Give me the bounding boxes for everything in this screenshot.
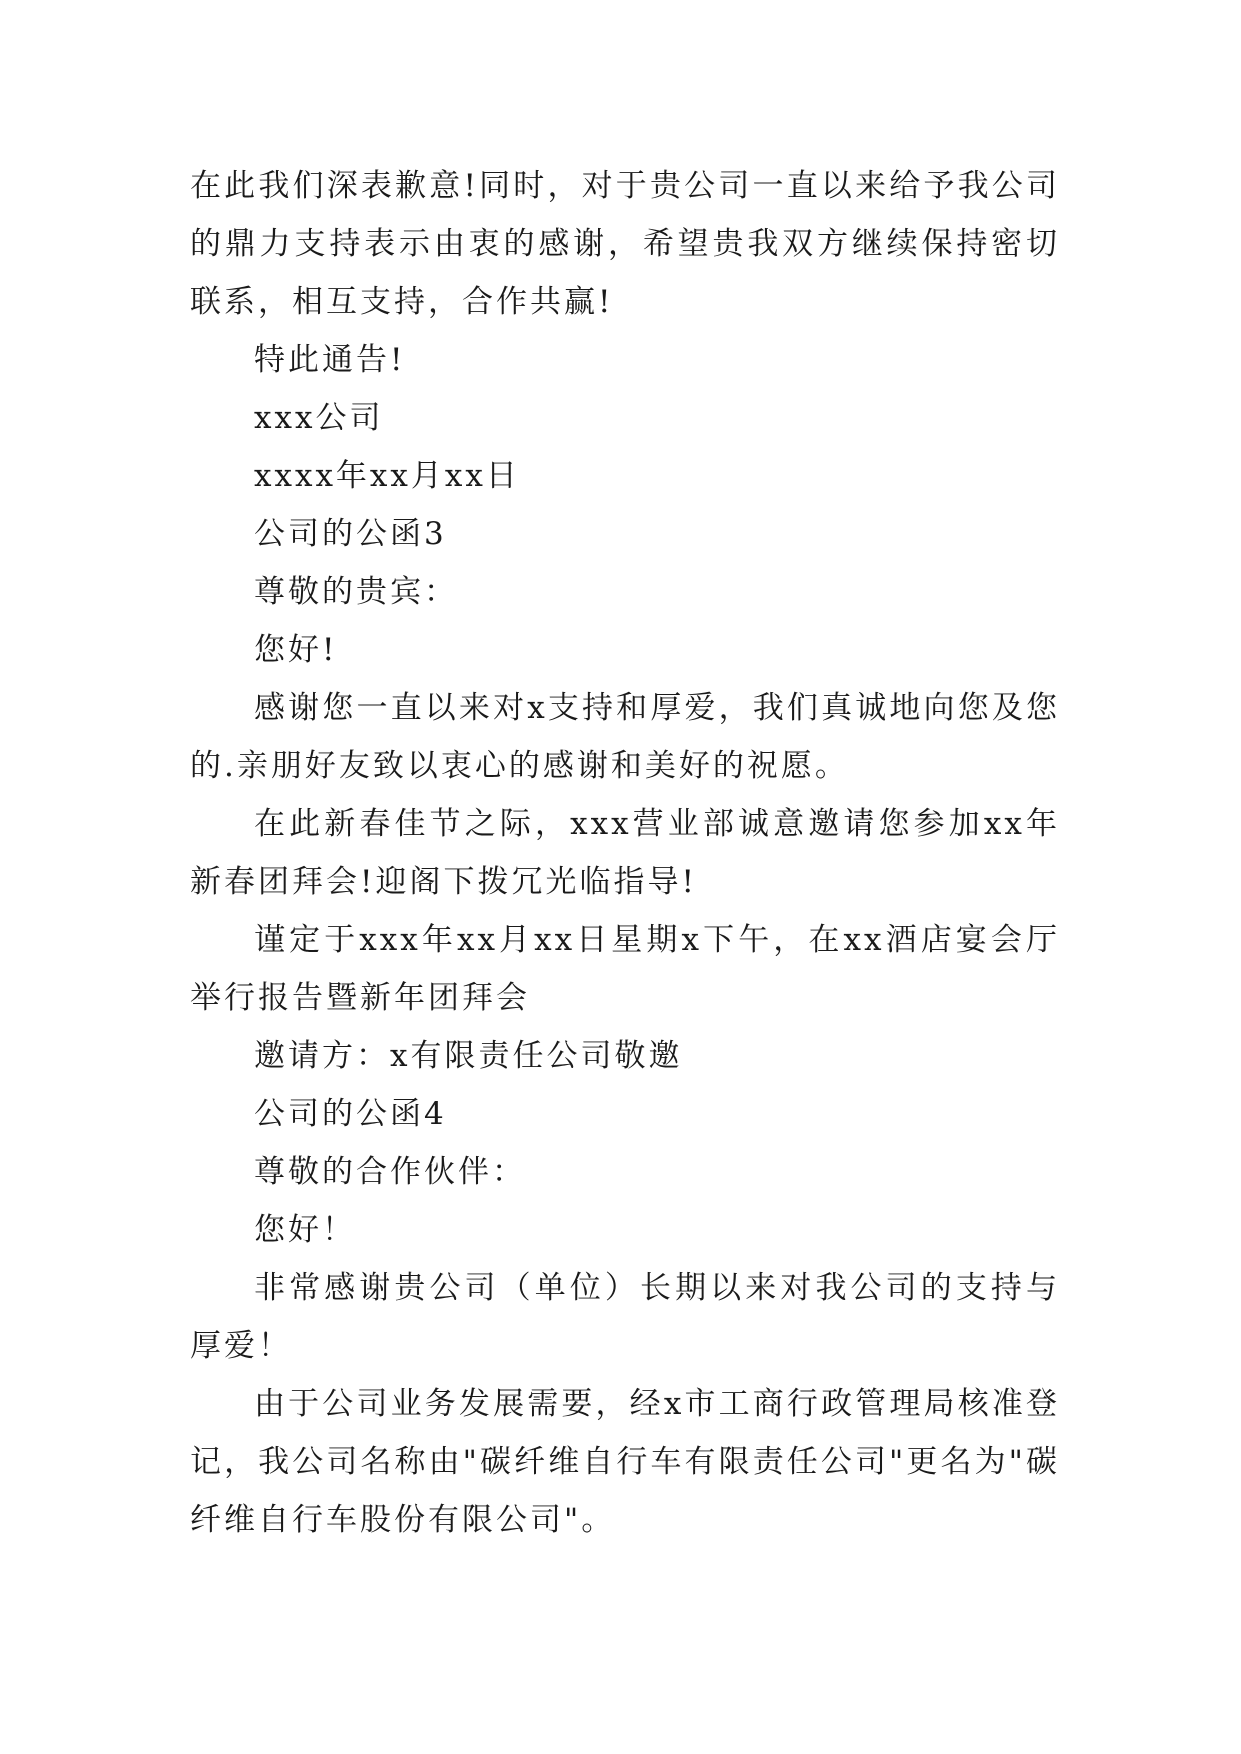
paragraph-date: xxxx年xx月xx日 <box>254 458 520 494</box>
document-body <box>190 157 1060 1549</box>
paragraph-company-signature: xxx公司 <box>254 400 384 436</box>
paragraph-event-details: 谨定于xxx年xx月xx日星期x下午，在xx酒店宴会厅举行报告暨新年团拜会 <box>190 922 1060 1016</box>
paragraph-greeting-2: 您好！ <box>254 1212 356 1248</box>
paragraph-name-change: 由于公司业务发展需要，经x市工商行政管理局核准登记，我公司名称由"碳纤维自行车有限责任公司"更名为"碳纤维自行车股份有限公司"。 <box>190 1386 1060 1538</box>
paragraph-inviter: 邀请方：x有限责任公司敬邀 <box>254 1038 683 1074</box>
paragraph-salutation-partner: 尊敬的合作伙伴： <box>254 1154 526 1190</box>
paragraph-apology: 在此我们深表歉意!同时，对于贵公司一直以来给予我公司的鼎力支持表示由衷的感谢，希望贵我双方继续保持密切联系，相互支持，合作共赢! <box>190 168 1060 320</box>
paragraph-invitation: 在此新春佳节之际，xxx营业部诚意邀请您参加xx年新春团拜会!迎阁下拨冗光临指导! <box>190 806 1060 900</box>
paragraph-greeting: 您好! <box>254 632 338 668</box>
paragraph-thanks: 感谢您一直以来对x支持和厚爱，我们真诚地向您及您的.亲朋好友致以衷心的感谢和美好的祝愿。 <box>190 690 1060 784</box>
paragraph-notice: 特此通告! <box>254 342 406 378</box>
section-heading-4: 公司的公函4 <box>254 1096 447 1132</box>
paragraph-salutation-guest: 尊敬的贵宾： <box>254 574 458 610</box>
section-heading-3: 公司的公函3 <box>254 516 447 552</box>
paragraph-gratitude: 非常感谢贵公司（单位）长期以来对我公司的支持与厚爱！ <box>190 1270 1060 1364</box>
